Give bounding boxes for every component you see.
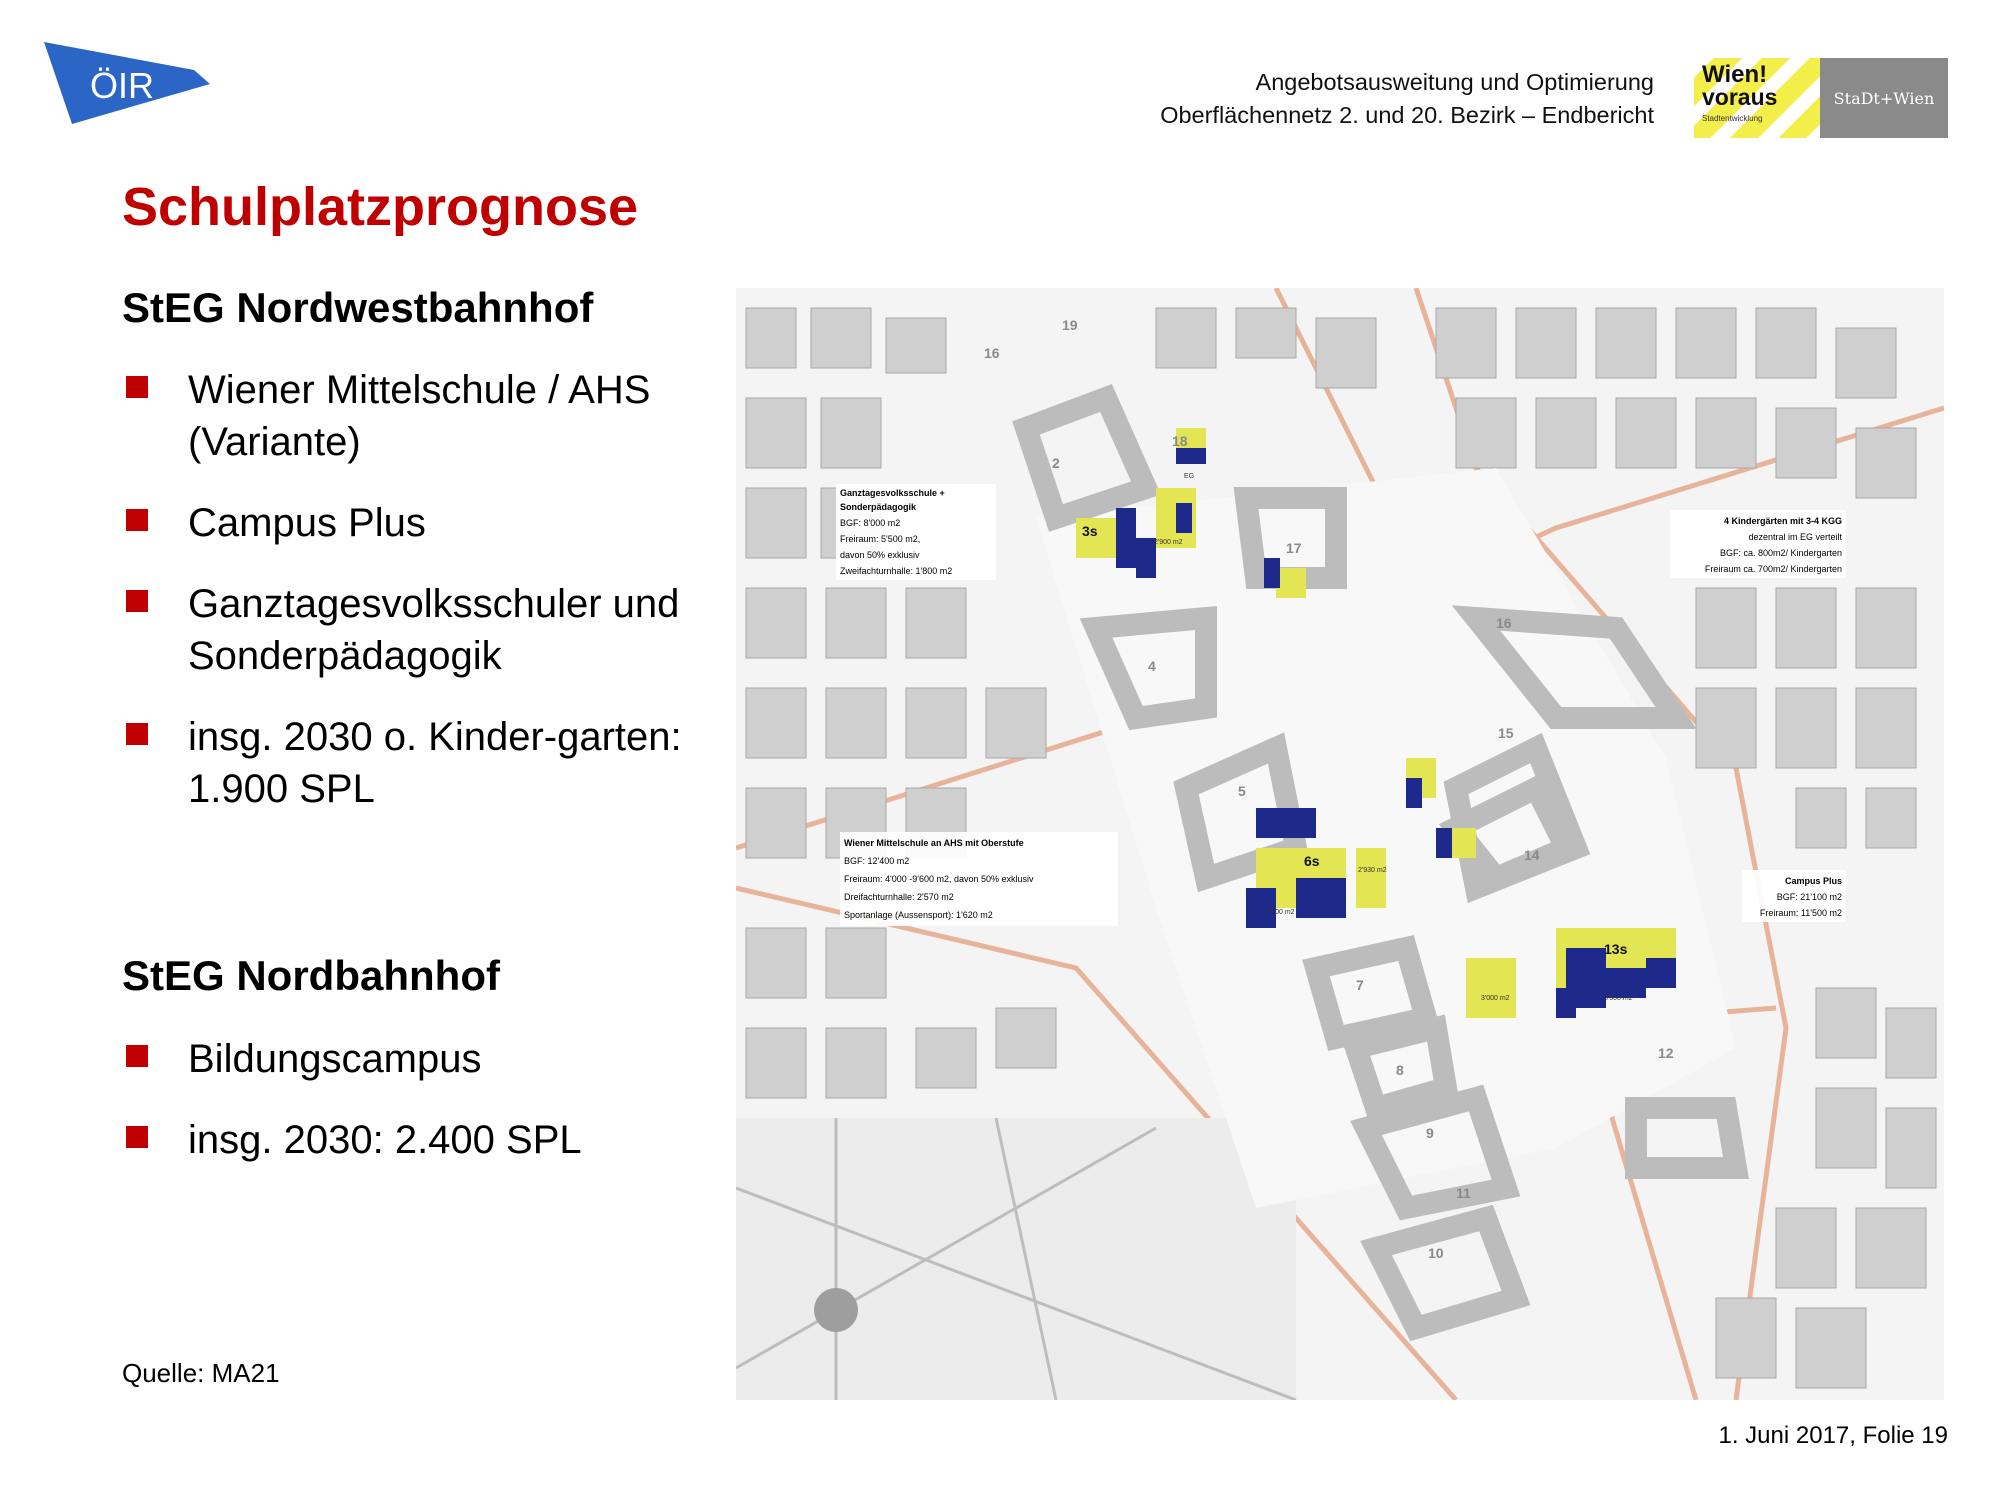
callout-line: BGF: ca. 800m2/ Kindergarten [1719, 548, 1842, 558]
section-heading-nordwestbahnhof: StEG Nordwestbahnhof [122, 284, 594, 331]
block-number: 16 [984, 345, 1000, 361]
city-block [1816, 988, 1876, 1058]
area-label: 2'800 m2 [1266, 909, 1295, 916]
city-block [986, 688, 1046, 758]
block-number: 15 [1498, 725, 1514, 741]
city-block [1866, 788, 1916, 848]
city-block [996, 1008, 1056, 1068]
school-building [1136, 538, 1156, 578]
report-header [1160, 66, 1654, 132]
callout-line: davon 50% exklusiv [840, 550, 920, 560]
city-block [1796, 788, 1846, 848]
bullet-list-nordwestbahnhof [122, 364, 788, 844]
area-label: 2'900 m2 [1154, 539, 1183, 546]
school-building [1176, 448, 1206, 464]
wien-logo-line3: Stadtentwicklung [1702, 114, 1763, 123]
callout-wms [840, 832, 1118, 926]
stadt-wien-logo-text: StaDt+Wien [1833, 88, 1935, 108]
list-item-text: Bildungscampus [188, 1037, 482, 1081]
school-building [1556, 988, 1576, 1018]
callout-line: Freiraum ca. 700m2/ Kindergarten [1704, 564, 1842, 574]
source-note: Quelle: MA21 [122, 1358, 280, 1388]
block-number: 17 [1286, 540, 1302, 556]
city-block [1856, 688, 1916, 768]
city-block [826, 688, 886, 758]
callout-line: Dreifachturnhalle: 2'570 m2 [844, 892, 954, 902]
city-block [1316, 318, 1376, 388]
callout-line: Ganztagesvolksschule + [840, 488, 945, 498]
school-label-3s: 3s [1082, 523, 1098, 539]
city-block [1456, 398, 1516, 468]
block-number: 9 [1426, 1125, 1434, 1141]
block-number: 8 [1396, 1062, 1404, 1078]
school-building [1646, 958, 1676, 988]
callout-line: BGF: 12'400 m2 [844, 856, 910, 866]
area-label: 3'000 m2 [1481, 995, 1510, 1002]
city-block [916, 1028, 976, 1088]
city-block [1886, 1108, 1936, 1188]
block-number: 7 [1356, 977, 1364, 993]
callout-line: BGF: 21'100 m2 [1776, 892, 1842, 902]
park [736, 1118, 1296, 1400]
city-block [1696, 398, 1756, 468]
city-block [1816, 1088, 1876, 1168]
list-item-text: Ganztagesvolksschuler und Sonderpädagogik [188, 582, 680, 678]
list-item [122, 1114, 788, 1166]
city-block [811, 308, 871, 368]
list-item-text: insg. 2030 o. Kinder-garten: 1.900 SPL [188, 715, 682, 811]
footer-date-slide: 1. Juni 2017, Folie 19 [1718, 1422, 1948, 1449]
site-plan-map [736, 288, 1944, 1400]
area-label: 8'500 m2 [1604, 995, 1633, 1002]
city-block [1796, 1308, 1866, 1388]
city-block [826, 928, 886, 998]
bullet-square-icon [126, 590, 148, 612]
city-block [1516, 308, 1576, 378]
callout-line: Sportanlage (Aussensport): 1'620 m2 [844, 910, 993, 920]
school-building [1176, 503, 1192, 533]
block-number: 18 [1172, 433, 1188, 449]
city-block [1776, 588, 1836, 668]
city-block [746, 1028, 806, 1098]
callout-line: Freiraum: 11'500 m2 [1759, 908, 1842, 918]
city-block [1616, 398, 1676, 468]
city-block [826, 588, 886, 658]
city-block [1716, 1298, 1776, 1378]
school-building [1246, 888, 1276, 928]
callout-line: 4 Kindergärten mit 3-4 KGG [1723, 516, 1842, 526]
bullet-square-icon [126, 1126, 148, 1148]
callout-line: dezentral im EG verteilt [1748, 532, 1842, 542]
open-space [1466, 958, 1516, 1018]
city-block [1836, 328, 1896, 398]
city-block [1436, 308, 1496, 378]
city-block [1856, 428, 1916, 498]
city-block [1696, 688, 1756, 768]
bullet-list-nordbahnhof [122, 1033, 788, 1195]
school-building [1296, 878, 1346, 918]
header-line-2: Oberflächennetz 2. und 20. Bezirk – Endbericht [1160, 102, 1654, 128]
callout-kindergarten [1670, 510, 1846, 578]
callout-line: Zweifachturnhalle: 1'800 m2 [840, 566, 953, 576]
callout-gtvs [836, 484, 996, 580]
city-block [746, 928, 806, 998]
page-title: Schulplatzprognose [122, 177, 639, 237]
city-block [1236, 308, 1296, 358]
city-block [1776, 688, 1836, 768]
city-block [1756, 308, 1816, 378]
block-number: 5 [1238, 783, 1246, 799]
school-building [1116, 508, 1136, 568]
school-building [1264, 558, 1280, 588]
city-block [746, 588, 806, 658]
wien-logo-line1: Wien! [1702, 61, 1768, 88]
city-block [1856, 588, 1916, 668]
city-block [826, 1028, 886, 1098]
bullet-square-icon [126, 723, 148, 745]
open-space [1356, 848, 1386, 908]
callout-line: Wiener Mittelschule an AHS mit Oberstufe [844, 838, 1024, 848]
oir-logo-text: ÖIR [90, 65, 155, 106]
city-block [1776, 1208, 1836, 1288]
oir-logo [44, 40, 210, 124]
city-block [1676, 308, 1736, 378]
school-building [1256, 808, 1316, 838]
city-block [886, 318, 946, 373]
block-number: 12 [1658, 1045, 1674, 1061]
school-label-6s: 6s [1304, 853, 1320, 869]
city-block [906, 688, 966, 758]
city-block [1536, 398, 1596, 468]
list-item [122, 1033, 788, 1085]
block-number: 10 [1428, 1245, 1444, 1261]
list-item-text: Wiener Mittelschule / AHS (Variante) [188, 368, 651, 464]
block-number: 2 [1052, 455, 1060, 471]
wien-voraus-logo [1694, 58, 1820, 138]
block-number: 19 [1062, 317, 1078, 333]
eg-label: EG [1184, 473, 1195, 480]
list-item [122, 497, 788, 549]
city-block [746, 788, 806, 858]
city-block [746, 308, 796, 368]
school-label-13s: 13s [1604, 941, 1628, 957]
block-number: 11 [1456, 1185, 1471, 1201]
list-item [122, 578, 788, 682]
callout-line: Freiraum: 4'000 -9'600 m2, davon 50% exklusiv [844, 874, 1034, 884]
city-block [1776, 408, 1836, 478]
city-block [746, 488, 806, 558]
park-monument [814, 1288, 858, 1332]
callout-line: Campus Plus [1784, 876, 1842, 886]
city-block [1596, 308, 1656, 378]
city-block [1156, 308, 1216, 368]
city-block [1856, 1208, 1926, 1288]
block-number: 4 [1148, 658, 1156, 674]
city-block [906, 588, 966, 658]
callout-line: BGF: 8'000 m2 [840, 518, 901, 528]
stadt-wien-logo [1820, 58, 1948, 138]
list-item [122, 364, 788, 468]
section-heading-nordbahnhof: StEG Nordbahnhof [122, 952, 500, 999]
list-item [122, 711, 788, 815]
callout-campus-plus [1742, 870, 1846, 922]
list-item-text: insg. 2030: 2.400 SPL [188, 1118, 582, 1162]
area-label: 2'930 m2 [1358, 867, 1387, 874]
city-block [1886, 1008, 1936, 1078]
city-block [746, 398, 806, 468]
school-building [1606, 968, 1646, 998]
bullet-square-icon [126, 376, 148, 398]
school-building [1406, 778, 1422, 808]
city-block [746, 688, 806, 758]
city-block [821, 398, 881, 468]
open-space [1276, 568, 1306, 598]
callout-line: Freiraum: 5'500 m2, [840, 534, 921, 544]
bullet-square-icon [126, 509, 148, 531]
callout-line: Sonderpädagogik [840, 502, 917, 512]
block-number: 14 [1524, 847, 1540, 863]
city-block [1696, 588, 1756, 668]
wien-logo-line2: voraus [1702, 84, 1778, 110]
park-area [736, 1118, 1296, 1400]
header-line-1: Angebotsausweitung und Optimierung [1255, 69, 1654, 95]
bullet-square-icon [126, 1045, 148, 1067]
school-building [1436, 828, 1452, 858]
list-item-text: Campus Plus [188, 501, 426, 545]
block-number: 16 [1496, 615, 1512, 631]
